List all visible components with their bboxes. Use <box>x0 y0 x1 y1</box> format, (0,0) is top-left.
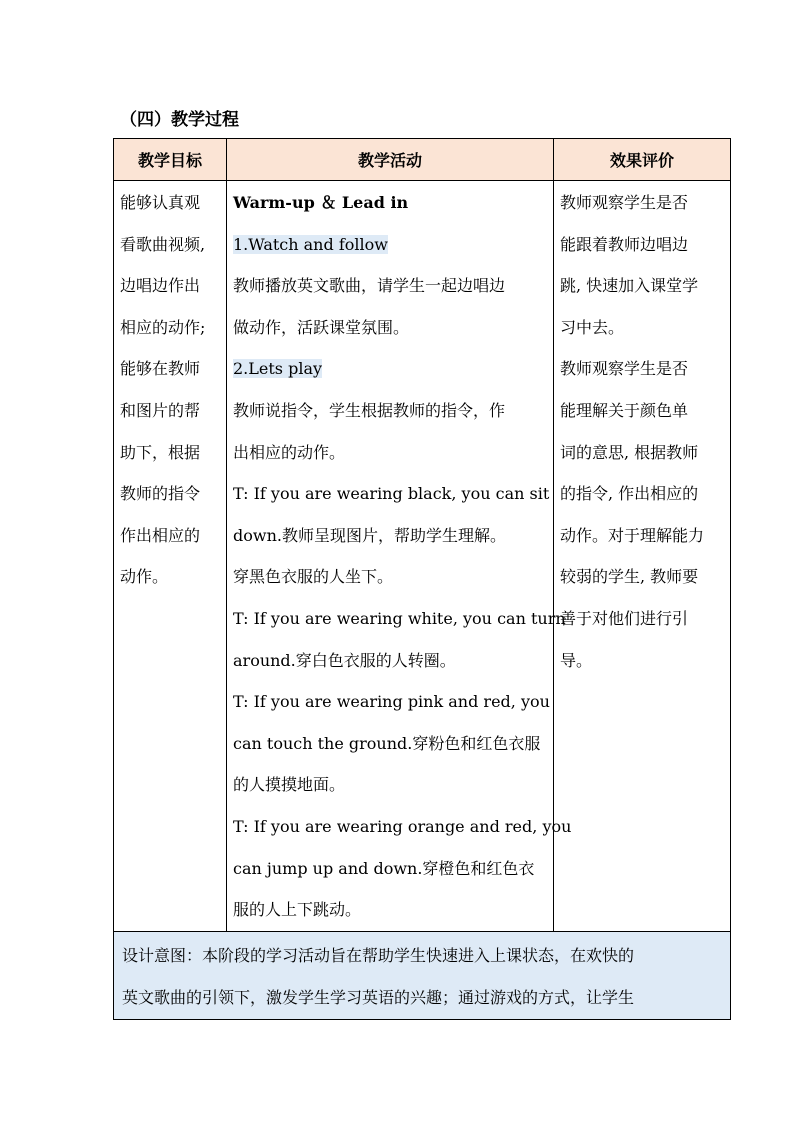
evaluation-line: 习中去。 <box>560 317 625 337</box>
evaluation-line: 导。 <box>560 650 593 670</box>
evaluation-line: 较弱的学生, 教师要 <box>560 567 699 587</box>
design-intent-row <box>114 931 731 1019</box>
goal-line: 边唱边作出 <box>120 276 201 296</box>
goal-line: 相应的动作; <box>120 317 206 337</box>
evaluation-line: 词的意思, 根据教师 <box>560 442 699 462</box>
step2-line: 穿黑色衣服的人坐下。 <box>233 567 394 587</box>
design-intent-cell <box>114 931 731 1019</box>
goal-line: 能够在教师 <box>120 359 201 379</box>
header-row <box>114 139 731 181</box>
activity-heading: Warm-up ＆ Lead in <box>233 193 409 212</box>
step2-line: T: If you are wearing black, you can sit <box>233 484 550 504</box>
evaluation-line: 能跟着教师边唱边 <box>560 234 689 254</box>
step1-title: 1.Watch and follow <box>233 234 388 254</box>
evaluation-line: 的指令, 作出相应的 <box>560 484 699 504</box>
goal-line: 能够认真观 <box>120 193 201 212</box>
step2-line: can touch the ground.穿粉色和红色衣服 <box>233 733 541 753</box>
goals-cell <box>114 181 227 932</box>
goal-line: 作出相应的 <box>120 525 201 545</box>
evaluation-line: 教师观察学生是否 <box>560 193 689 212</box>
goals-text <box>114 181 226 598</box>
evaluation-text <box>554 181 730 681</box>
evaluation-line: 动作。对于理解能力 <box>560 525 705 545</box>
design-intent-text <box>114 932 730 1019</box>
step2-line: 出相应的动作。 <box>233 442 346 462</box>
goal-line: 教师的指令 <box>120 484 201 504</box>
step2-line: T: If you are wearing orange and red, you <box>233 816 572 836</box>
step2-line: T: If you are wearing pink and red, you <box>233 692 550 712</box>
activities-cell <box>227 181 572 932</box>
evaluation-line: 教师观察学生是否 <box>560 359 689 379</box>
step2-title: 2.Lets play <box>233 359 323 379</box>
step1-line: 做动作，活跃课堂氛围。 <box>233 317 410 337</box>
evaluation-cell <box>554 181 731 932</box>
evaluation-line: 善于对他们进行引 <box>560 608 689 628</box>
step2-line: down.教师呈现图片，帮助学生理解。 <box>233 525 506 545</box>
goal-line: 助下，根据 <box>120 442 201 462</box>
goal-line: 看歌曲视频, <box>120 234 206 254</box>
header-goals: 教学目标 <box>114 139 227 181</box>
step2-line: around.穿白色衣服的人转圈。 <box>233 650 456 670</box>
step2-line: can jump up and down.穿橙色和红色衣 <box>233 858 535 878</box>
activities-text <box>227 181 572 931</box>
step2-line: 教师说指令，学生根据教师的指令，作 <box>233 400 506 420</box>
step1-line: 教师播放英文歌曲，请学生一起边唱边 <box>233 276 506 296</box>
design-intent-line: 设计意图：本阶段的学习活动旨在帮助学生快速进入上课状态，在欢快的 <box>122 945 635 965</box>
design-intent-line: 英文歌曲的引领下，激发学生学习英语的兴趣；通过游戏的方式，让学生 <box>122 987 635 1007</box>
goal-line: 和图片的帮 <box>120 400 201 420</box>
step2-line: T: If you are wearing white, you can turn <box>233 608 566 628</box>
goal-line: 动作。 <box>120 567 169 587</box>
content-row <box>114 181 731 932</box>
teaching-process-table <box>113 138 731 1020</box>
step2-line: 服的人上下跳动。 <box>233 900 362 920</box>
step2-line: 的人摸摸地面。 <box>233 775 346 795</box>
evaluation-line: 跳, 快速加入课堂学 <box>560 276 699 296</box>
evaluation-line: 能理解关于颜色单 <box>560 400 689 420</box>
header-activities: 教学活动 <box>227 139 554 181</box>
section-title: （四）教学过程 <box>120 110 239 130</box>
header-evaluation: 效果评价 <box>554 139 731 181</box>
